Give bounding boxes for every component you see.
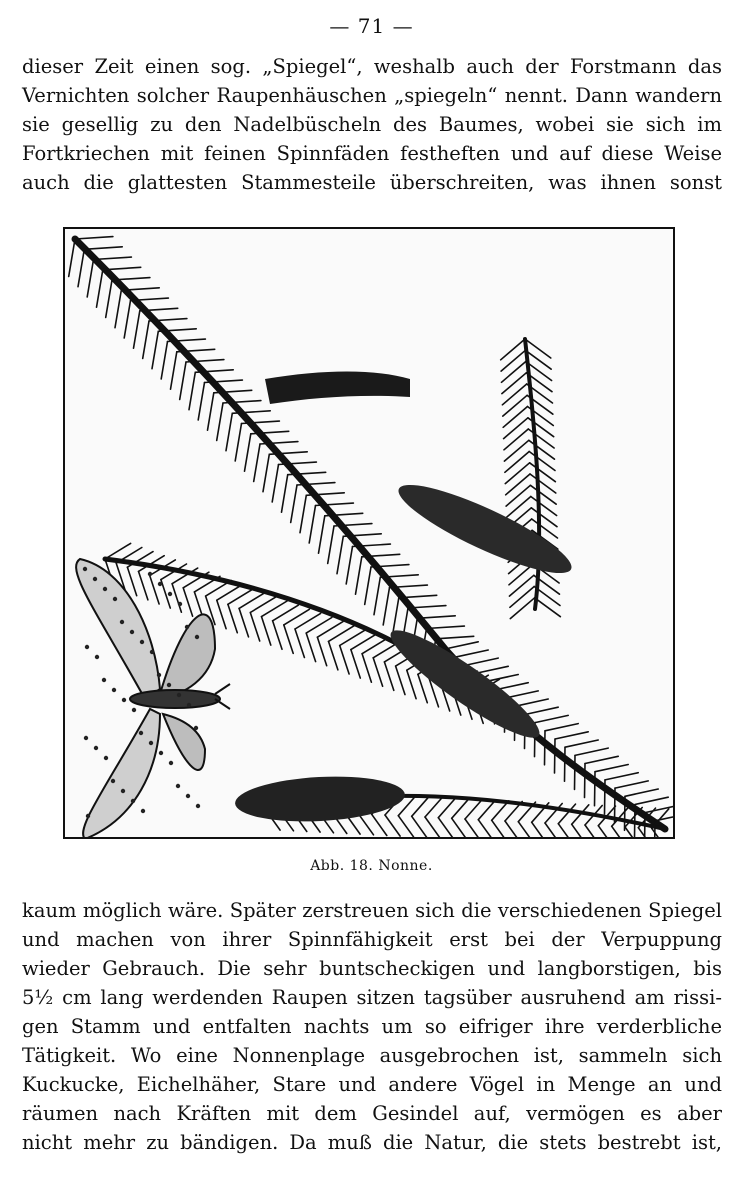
needle [356,557,362,594]
caterpillar-upper [390,471,579,588]
needle [245,434,251,471]
needle [615,788,616,822]
wing-spot [131,799,135,803]
needle [295,629,304,658]
needle [346,547,352,585]
wing-spot [178,602,182,606]
needle [535,715,568,722]
text-line: gen Stamm und entfalten nachts um so eifriger ihre verderbliche [22,1015,722,1038]
needle [436,636,474,639]
needle [492,801,509,821]
needle [106,280,112,318]
needle [393,598,399,635]
needle [337,536,343,573]
needle [545,823,560,837]
needle [385,815,400,836]
needle [124,301,130,339]
needle [412,816,427,837]
needle [558,804,575,824]
needle [635,805,636,838]
wing-spot [84,736,88,740]
wing-spot [122,698,126,702]
wing-spot [169,761,173,765]
needle [504,418,528,439]
page-number: — 71 — [329,14,414,38]
needle [425,817,440,837]
wing-spot [121,789,125,793]
needle [565,740,598,747]
needle [502,373,526,394]
needle [373,658,382,687]
text-line: auch die glattesten Stammesteile überschreiten, was ihnen sonst [22,171,722,194]
needle [635,797,668,804]
caterpillar-bottom [234,773,406,826]
wing-spot [112,688,116,692]
needle [263,454,269,491]
needle [254,444,260,482]
needle [585,756,618,763]
needle [78,249,84,286]
needle [525,339,551,358]
needle [530,463,556,482]
wing-spot [85,645,89,649]
text-line: räumen nach Kräften mit dem Gesindel auf, vermögen es aber [22,1102,722,1125]
needle [558,824,573,837]
wing-spot [185,625,189,629]
needle [351,650,360,679]
wing-spot [102,678,106,682]
needle [319,516,325,553]
needle [585,825,600,837]
needle [529,452,555,471]
needle [115,290,121,327]
needle [565,747,566,781]
needle [152,331,158,368]
wing-spot [111,779,115,783]
needle [217,600,226,629]
wing-spot [157,673,161,677]
wing-spot [187,703,191,707]
needle [555,732,588,739]
needle [134,311,140,348]
wing-spot [150,650,154,654]
needle [189,372,195,409]
text-line: kaum möglich wäre. Später zerstreuen sich die verschiedenen Spiegel [22,899,722,922]
needle [506,485,530,506]
needle [228,604,237,633]
needle [384,662,393,691]
needle [262,617,271,646]
twig-stub [265,372,410,405]
wing-spot [94,746,98,750]
needle [492,820,507,837]
needle [545,731,546,765]
text-line: sie gesellig zu den Nadelbüscheln des Baumes, wobei sie sich im [22,113,722,136]
wing-spot [141,809,145,813]
wing-spot [149,741,153,745]
wing-spot [158,582,162,586]
needle [502,384,526,405]
needle [438,798,455,818]
needle [445,642,478,649]
text-line: Fortkriechen mit feinen Spinnfäden festheften und auf diese Weise [22,142,722,165]
figure-caption: Abb. 18. Nonne. [310,858,433,874]
wing-spot [104,756,108,760]
text-line: nicht mehr zu bändigen. Da muß die Natur, die stets bestrebt ist, [22,1131,722,1154]
wing-spot [103,587,107,591]
needle [396,666,405,695]
needle [505,452,529,473]
needle [398,816,413,837]
text-line: Kuckucke, Eichelhäher, Stare und andere Vögel in Menge an und [22,1073,722,1096]
needle [273,621,282,650]
needle [585,764,586,798]
needle [575,755,576,789]
needle [475,666,508,673]
wing-spot [168,592,172,596]
needle [358,814,373,835]
needle [655,821,656,837]
needle [532,822,547,837]
needle [418,674,427,703]
needle [515,699,548,706]
needle [171,352,177,389]
wing-spot [176,784,180,788]
wing-spot [120,620,124,624]
wing-spot [93,577,97,581]
needle [525,707,558,714]
text-line: dieser Zeit einen sog. „Spiegel“, weshalb auch der Forstmann das [22,55,722,78]
needle [383,588,389,626]
needle [501,339,525,360]
wing-spot [139,731,143,735]
wing-spot [194,726,198,730]
needle [317,637,326,666]
needle [427,626,465,628]
needle [374,577,380,614]
needle [127,567,136,596]
needle [598,826,613,837]
wing-spot [167,683,171,687]
needle [505,463,529,484]
needle [306,633,315,662]
needle [272,465,278,503]
wing-spot [186,794,190,798]
wing-spot [148,572,152,576]
needle [183,588,192,617]
needle [531,497,557,516]
needle [300,495,306,532]
needle [455,650,488,657]
wing-spot [95,655,99,659]
needle [438,818,453,837]
needle [530,485,556,504]
needle [509,575,533,596]
needle [425,798,442,818]
wing-spot [130,630,134,634]
needle [69,239,75,277]
needle [510,598,534,619]
needle [139,571,148,600]
body-text-top [22,52,722,197]
needle [328,526,334,564]
text-line: Tätigkeit. Wo eine Nonnenplage ausgebrochen ist, sammeln sich [22,1044,722,1067]
needle [239,608,248,637]
needle [555,739,556,773]
text-line: Vernichten solcher Raupenhäuschen „spiegeln“ nennt. Dann wandern [22,84,722,107]
needle [309,506,315,544]
needle [161,342,167,380]
needle [452,818,467,837]
needle [329,641,338,670]
needle [407,670,416,699]
needle [465,819,480,837]
needle [638,828,653,837]
needle [372,814,387,835]
needle [362,654,371,683]
needle [530,474,556,493]
needle [143,321,149,359]
needle [340,646,349,675]
wing-spot [196,804,200,808]
needle [625,827,640,837]
needle [365,567,371,605]
needle [645,813,646,837]
needle [217,403,223,441]
needle [605,773,638,780]
needle [226,413,232,450]
needle [529,440,555,459]
needle [172,584,181,613]
needle [506,474,530,495]
wing-spot [132,708,136,712]
needle [284,625,293,654]
needle [504,440,528,461]
text-line: 5½ cm lang werdenden Raupen sitzen tagsüber ausruhend am rissi- [22,986,722,1009]
needle [518,822,533,837]
needle [84,247,122,250]
wing-spot [177,693,181,697]
needle [625,789,658,796]
needle [465,800,482,820]
needle [465,658,498,665]
wing-spot [195,635,199,639]
needle [510,587,534,608]
needle [595,772,596,806]
wing-spot [83,567,87,571]
figure-illustration [63,227,675,839]
wing-spot [159,751,163,755]
needle [575,748,608,755]
wing-spot [86,814,90,818]
needle [505,821,520,837]
needle [531,508,557,527]
needle [478,800,495,820]
text-line: wieder Gebrauch. Die sehr buntscheckigen und langborstigen, bis [22,957,722,980]
text-line: und machen von ihrer Spinnfähigkeit erst bei der Verpuppung [22,928,722,951]
needle [150,576,159,605]
body-text-bottom [22,896,722,1157]
needle [528,429,554,448]
needle [75,237,113,239]
needle [528,418,554,437]
needle [208,393,214,430]
needle [180,362,186,400]
needle [452,799,469,819]
needle [503,395,527,416]
needle [87,260,93,298]
needle [250,613,259,642]
needle [291,485,297,523]
needle [595,765,628,772]
needle [502,362,526,383]
wing-spot [113,597,117,601]
needle [235,424,241,462]
needle [501,350,525,371]
needle [625,796,626,830]
needle [478,820,493,837]
spruce-branch-moth-illustration [65,229,673,837]
needle [535,598,561,617]
needle [507,497,531,518]
needle [94,257,132,259]
needle [198,383,204,421]
needle [97,270,103,307]
needle [412,797,429,817]
needle [605,780,606,814]
needle [504,429,528,450]
wing-spot [140,640,144,644]
needle [615,781,648,788]
needle [282,475,288,513]
needle [503,407,527,428]
needle [572,824,587,837]
needle [545,724,578,731]
